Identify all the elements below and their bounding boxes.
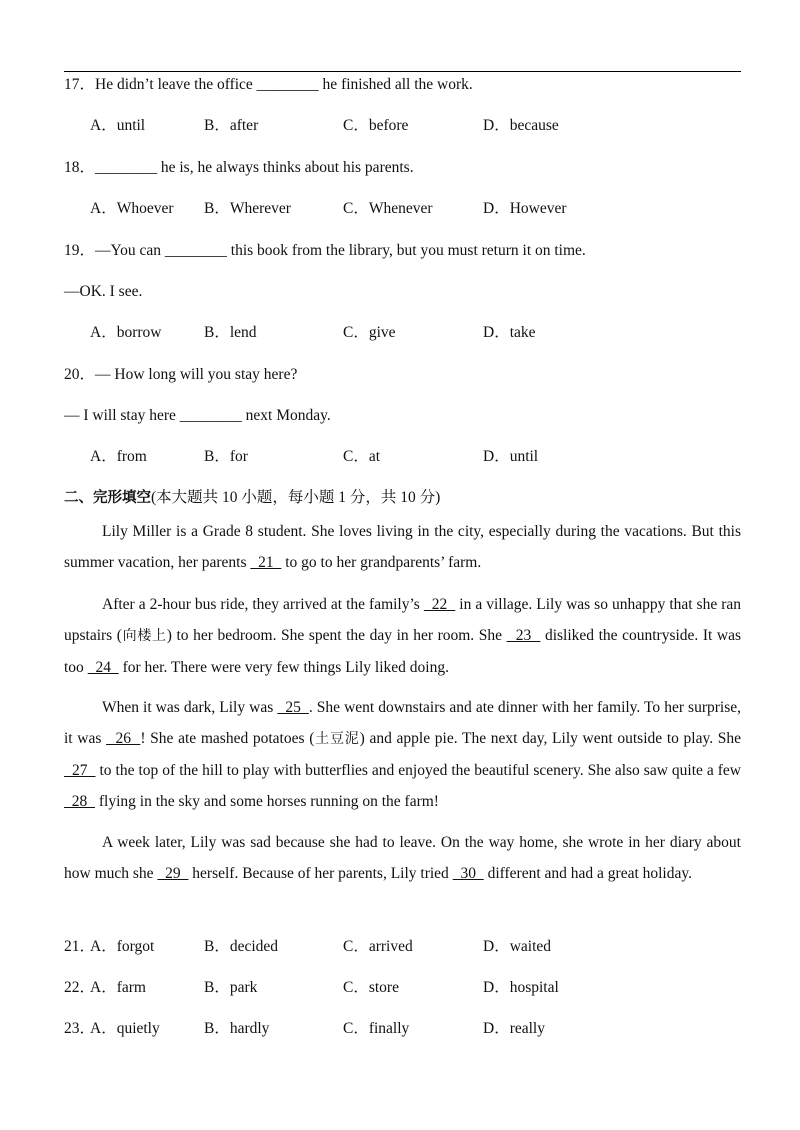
section-title-bold: 二、完形填空 <box>64 490 151 506</box>
option-a[interactable]: A．Whoever <box>90 200 174 217</box>
option-a[interactable]: A．forgot <box>90 938 155 955</box>
option-c[interactable]: C．give <box>343 324 396 341</box>
blank-29[interactable]: 29 <box>157 865 189 882</box>
option-c[interactable]: C．at <box>343 448 381 465</box>
answer-number: 23． <box>64 1020 96 1037</box>
question-20-stem: 20．— How long will you stay here? <box>64 366 298 383</box>
blank-21[interactable]: 21 <box>250 554 282 571</box>
option-d[interactable]: D．waited <box>483 938 552 955</box>
option-b[interactable]: B．after <box>204 117 259 134</box>
option-b[interactable]: B．hardly <box>204 1020 270 1037</box>
option-d[interactable]: D．hospital <box>483 979 559 996</box>
question-17-stem: 17．He didn’t leave the office ________ he finished all the work. <box>64 76 473 93</box>
option-a[interactable]: A．from <box>90 448 147 465</box>
blank-22[interactable]: 22 <box>423 596 456 613</box>
option-b[interactable]: B．for <box>204 448 248 465</box>
option-a[interactable]: A．borrow <box>90 324 162 341</box>
cloze-paragraph-4: A week later, Lily was sad because she had to leave. On the way home, she wrote in her diary about how much she 29 herself. Because of her parents, Lily tried 30 different and had a great holiday. <box>64 834 741 882</box>
option-c[interactable]: C．Whenever <box>343 200 433 217</box>
option-c[interactable]: C．store <box>343 979 399 996</box>
header-rule <box>64 71 741 72</box>
question-20-reply: — I will stay here ________ next Monday. <box>64 407 331 424</box>
blank-26[interactable]: 26 <box>106 730 141 747</box>
cloze-paragraph-2: After a 2-hour bus ride, they arrived at the family’s 22 in a village. Lily was so unhappy that she ran upstairs (向楼上) to her bedroom. She spent the day in her room. She 23 disliked the countryside. It was too 24 for her. There were very few things Lily liked doing. <box>64 596 742 676</box>
blank-23[interactable]: 23 <box>506 627 541 644</box>
option-a[interactable]: A．farm <box>90 979 146 996</box>
option-c[interactable]: C．arrived <box>343 938 413 955</box>
option-a[interactable]: A．until <box>90 117 146 134</box>
option-b[interactable]: B．park <box>204 979 258 996</box>
answer-number: 22． <box>64 979 96 996</box>
answer-number: 21． <box>64 938 96 955</box>
option-d[interactable]: D．because <box>483 117 559 134</box>
question-18-stem: 18．________ he is, he always thinks about his parents. <box>64 159 414 176</box>
blank-30[interactable]: 30 <box>452 865 484 882</box>
blank-27[interactable]: 27 <box>64 762 96 779</box>
option-c[interactable]: C．before <box>343 117 409 134</box>
cloze-paragraph-3: When it was dark, Lily was 25 . She went downstairs and ate dinner with her family. To her surprise, it was 26 ! She ate mashed potatoes (土豆泥) and apple pie. The next day, Lily went outside to play. She 27 to the top of the hill to play with butterflies and enjoyed the beautiful scenery. She also saw quite a few 28 flying in the sky and some horses running on the farm! <box>64 699 742 810</box>
blank-24[interactable]: 24 <box>87 659 119 676</box>
question-19-stem: 19．—You can ________ this book from the library, but you must return it on time. <box>64 242 586 259</box>
option-b[interactable]: B．Wherever <box>204 200 291 217</box>
option-d[interactable]: D．until <box>483 448 539 465</box>
option-b[interactable]: B．lend <box>204 324 257 341</box>
section-title <box>64 488 440 508</box>
question-19-reply: —OK. I see. <box>64 283 143 300</box>
option-d[interactable]: D．However <box>483 200 567 217</box>
blank-25[interactable]: 25 <box>277 699 309 716</box>
option-d[interactable]: D．really <box>483 1020 545 1037</box>
section-title-rest: (本大题共 10 小题，每小题 1 分，共 10 分) <box>151 489 441 506</box>
option-b[interactable]: B．decided <box>204 938 279 955</box>
blank-28[interactable]: 28 <box>64 793 95 810</box>
option-d[interactable]: D．take <box>483 324 536 341</box>
cloze-paragraph-1: Lily Miller is a Grade 8 student. She loves living in the city, especially during the vacations. But this summer vacation, her parents 21 to go to her grandparents’ farm. <box>64 523 741 571</box>
option-a[interactable]: A．quietly <box>90 1020 160 1037</box>
option-c[interactable]: C．finally <box>343 1020 410 1037</box>
